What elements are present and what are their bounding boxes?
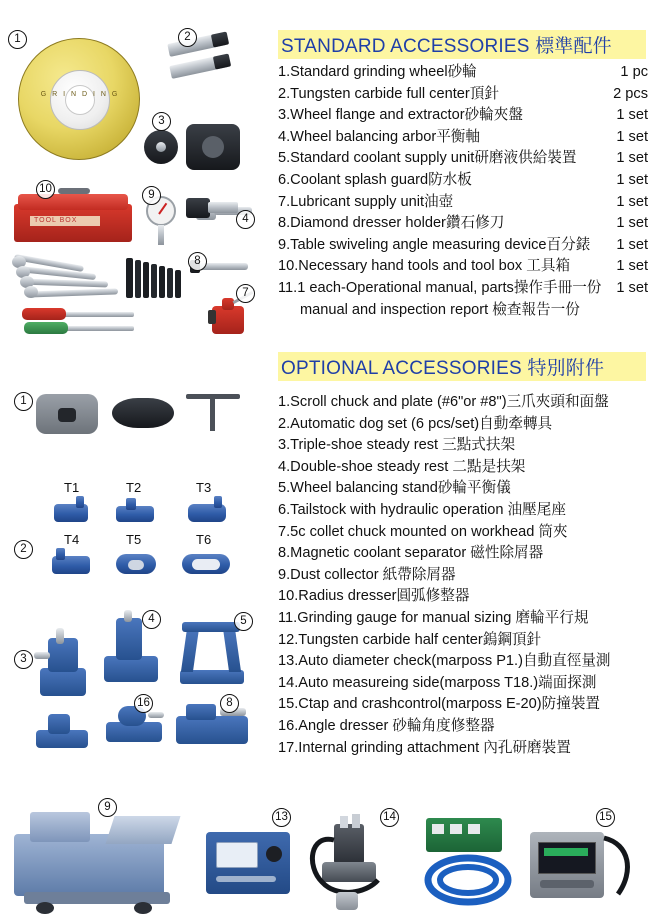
item-no: 17. <box>278 739 299 756</box>
item-no: 9. <box>278 566 291 583</box>
list-item-continuation: manual and inspection report 檢查報告一份 <box>300 301 580 318</box>
item-text: Angle dresser 砂輪角度修整器 <box>298 717 495 734</box>
dog-t5-figure <box>114 548 160 578</box>
figure-badge-opt-5: 5 <box>234 612 253 631</box>
item-no: 14. <box>278 674 299 691</box>
item-no: 16. <box>278 717 299 734</box>
digital-gauge-figure <box>530 820 640 912</box>
dog-t1-figure <box>50 496 94 526</box>
list-item <box>278 738 650 760</box>
scroll-chuck-figure <box>36 388 100 440</box>
list-item <box>278 522 650 544</box>
figure-badge-opt-16: 16 <box>134 694 153 713</box>
item-qty: 1 set <box>616 236 648 253</box>
optional-accessories-list <box>278 392 650 759</box>
item-text: Auto diameter check(marposs P1.)自動直徑量測 <box>298 653 611 670</box>
item-text: Dust collector 紙帶除屑器 <box>290 566 456 583</box>
standard-accessories-list <box>278 62 650 321</box>
magnetic-separator-figure <box>176 702 254 750</box>
tool-holder-figure <box>186 192 240 226</box>
item-no: 5. <box>278 150 291 167</box>
standard-heading-zh: 標準配件 <box>535 36 612 57</box>
face-plate-figure <box>112 394 176 436</box>
figure-badge-opt-8: 8 <box>220 694 239 713</box>
item-no: 4. <box>278 128 291 145</box>
item-text: Ctap and crashcontrol(marposs E-20)防撞裝置 <box>298 696 601 713</box>
figure-badge-opt-2: 2 <box>14 540 33 559</box>
standard-heading-en: STANDARD ACCESSORIES <box>281 36 530 57</box>
pcb-module-figure <box>420 814 530 912</box>
item-qty: 1 set <box>616 128 648 145</box>
dog-t6-figure <box>182 548 234 578</box>
figure-badge-10: 10 <box>36 180 55 199</box>
item-no: 2. <box>278 415 291 432</box>
list-item <box>278 192 650 214</box>
dog-label-t6: T6 <box>196 532 212 547</box>
item-no: 13. <box>278 653 299 670</box>
item-qty: 1 set <box>616 150 648 167</box>
item-no: 2. <box>278 85 291 102</box>
item-text: Wheel balancing stand砂輪平衡儀 <box>290 480 511 497</box>
dog-label-t4: T4 <box>64 532 80 547</box>
list-item <box>278 414 650 436</box>
list-item <box>278 543 650 565</box>
triple-shoe-steady-rest-figure <box>34 620 94 706</box>
item-no: 4. <box>278 458 291 475</box>
list-item <box>278 457 650 479</box>
item-text: 1 each-Operational manual, parts操作手冊一份 <box>297 279 602 296</box>
list-item <box>278 148 650 170</box>
optional-heading-zh: 特別附件 <box>527 358 605 379</box>
item-no: 3. <box>278 437 291 454</box>
figure-badge-bottom-13: 13 <box>272 808 291 827</box>
bottom-product-figures <box>0 792 655 920</box>
item-text: Coolant splash guard防水板 <box>290 171 472 188</box>
list-item <box>278 256 650 278</box>
item-text: Radius dresser圓弧修整器 <box>298 588 470 605</box>
wrench-set-figure <box>12 254 132 300</box>
list-item <box>278 105 650 127</box>
standard-accessories-figures <box>0 0 270 350</box>
figure-badge-7: 7 <box>236 284 255 303</box>
standard-accessories-heading <box>278 30 646 59</box>
item-no: 1. <box>278 394 291 410</box>
item-text: Auto measureing side(marposs T18.)端面探測 <box>298 674 597 691</box>
item-no: 9. <box>278 236 291 253</box>
list-item <box>278 170 650 192</box>
optional-heading-en: OPTIONAL ACCESSORIES <box>281 358 522 379</box>
dog-t3-figure <box>186 496 230 526</box>
item-no: 7. <box>278 193 291 210</box>
item-text: 5c collet chuck mounted on workhead 筒夾 <box>290 523 568 540</box>
item-text: Tailstock with hydraulic operation 油壓尾座 <box>290 501 566 518</box>
wheel-marking: G R I N D I N G <box>40 91 120 98</box>
optional-accessories-figures <box>0 380 270 790</box>
item-text: Grinding gauge for manual sizing 磨輪平行規 <box>297 609 589 626</box>
list-item <box>278 392 650 414</box>
item-no: 6. <box>278 501 291 518</box>
list-item <box>278 565 650 587</box>
list-item <box>278 278 650 300</box>
item-text: Standard grinding wheel砂輪 <box>290 64 477 80</box>
figure-badge-bottom-15: 15 <box>596 808 615 827</box>
list-item <box>278 213 650 235</box>
figure-badge-2: 2 <box>178 28 197 47</box>
item-no: 3. <box>278 107 291 124</box>
item-text: Table swiveling angle measuring device百分錶 <box>290 236 591 253</box>
item-no: 1. <box>278 64 291 80</box>
figure-badge-8: 8 <box>188 252 207 271</box>
item-text: Diamond dresser holder鑽石修刀 <box>290 215 505 232</box>
figure-badge-opt-3: 3 <box>14 650 33 669</box>
coiled-cable-icon <box>420 848 530 918</box>
item-text: Wheel flange and extractor砂輪夾盤 <box>290 107 523 124</box>
item-text: Standard coolant supply unit研磨液供給裝置 <box>290 150 577 167</box>
list-item <box>278 127 650 149</box>
item-no: 12. <box>278 631 299 648</box>
list-item <box>278 62 650 84</box>
item-text: Tungsten carbide full center頂針 <box>290 85 499 102</box>
list-item <box>278 500 650 522</box>
list-item <box>278 716 650 738</box>
dog-t2-figure <box>114 496 158 526</box>
item-no: 6. <box>278 171 291 188</box>
grinding-wheel-figure <box>18 38 140 160</box>
item-qty: 1 set <box>616 107 648 124</box>
list-item <box>278 586 650 608</box>
item-qty: 1 pc <box>620 64 648 80</box>
item-qty: 1 set <box>616 193 648 210</box>
figure-badge-opt-4: 4 <box>142 610 161 629</box>
item-text: Scroll chuck and plate (#6"or #8")三爪夾頭和面盤 <box>290 394 609 410</box>
figure-badge-1: 1 <box>8 30 27 49</box>
dog-t4-figure <box>50 548 94 578</box>
list-item <box>278 478 650 500</box>
item-no: 7. <box>278 523 291 540</box>
item-qty: 2 pcs <box>613 85 648 102</box>
item-text: Double-shoe steady rest 二點是扶架 <box>290 458 526 475</box>
dust-collector-figure <box>14 806 194 912</box>
item-no: 11. <box>278 279 298 296</box>
item-text: Wheel balancing arbor平衡軸 <box>290 128 480 145</box>
item-qty: 1 set <box>616 279 648 296</box>
item-no: 11. <box>278 609 298 626</box>
gauge-cable-icon <box>600 828 644 908</box>
item-qty: 1 set <box>616 215 648 232</box>
dog-label-t2: T2 <box>126 480 142 495</box>
list-item <box>278 673 650 695</box>
list-item <box>278 84 650 106</box>
item-text: Necessary hand tools and tool box 工具箱 <box>298 258 571 275</box>
item-no: 15. <box>278 696 299 713</box>
list-item <box>278 694 650 716</box>
item-no: 5. <box>278 480 291 497</box>
item-text: Automatic dog set (6 pcs/set)自動牽轉具 <box>290 415 553 432</box>
dog-label-t1: T1 <box>64 480 80 495</box>
item-text: Tungsten carbide half center鎢鋼頂針 <box>298 631 542 648</box>
item-no: 8. <box>278 545 291 562</box>
tool-box-figure: TOOL BOX <box>14 186 140 248</box>
item-qty: 1 set <box>616 258 648 275</box>
list-item <box>278 630 650 652</box>
dog-label-t5: T5 <box>126 532 142 547</box>
dog-label-t3: T3 <box>196 480 212 495</box>
figure-badge-bottom-14: 14 <box>380 808 399 827</box>
item-text: Lubricant supply unit油壺 <box>290 193 454 210</box>
list-item <box>278 435 650 457</box>
item-text: Triple-shoe steady rest 三點式扶架 <box>290 437 516 454</box>
steady-rest-small-figure <box>36 710 92 752</box>
figure-badge-4: 4 <box>236 210 255 229</box>
screwdriver-set-figure <box>14 306 154 340</box>
figure-badge-opt-1: 1 <box>14 392 33 411</box>
optional-accessories-heading <box>278 352 646 381</box>
list-item <box>278 651 650 673</box>
figure-badge-bottom-9: 9 <box>98 798 117 817</box>
item-qty: 1 set <box>616 171 648 188</box>
figure-badge-3: 3 <box>152 112 171 131</box>
item-text: Internal grinding attachment 內孔研磨裝置 <box>298 739 571 756</box>
list-item <box>278 608 650 630</box>
list-item <box>278 235 650 257</box>
figure-badge-9: 9 <box>142 186 161 205</box>
probe-cable-figure <box>300 810 412 912</box>
item-no: 10. <box>278 588 299 605</box>
marposs-p1-figure <box>206 816 294 912</box>
item-text: Magnetic coolant separator 磁性除屑器 <box>290 545 544 562</box>
t-handle-figure <box>186 388 244 438</box>
item-no: 10. <box>278 258 299 275</box>
wheel-flange-figure <box>140 120 240 182</box>
item-no: 8. <box>278 215 291 232</box>
